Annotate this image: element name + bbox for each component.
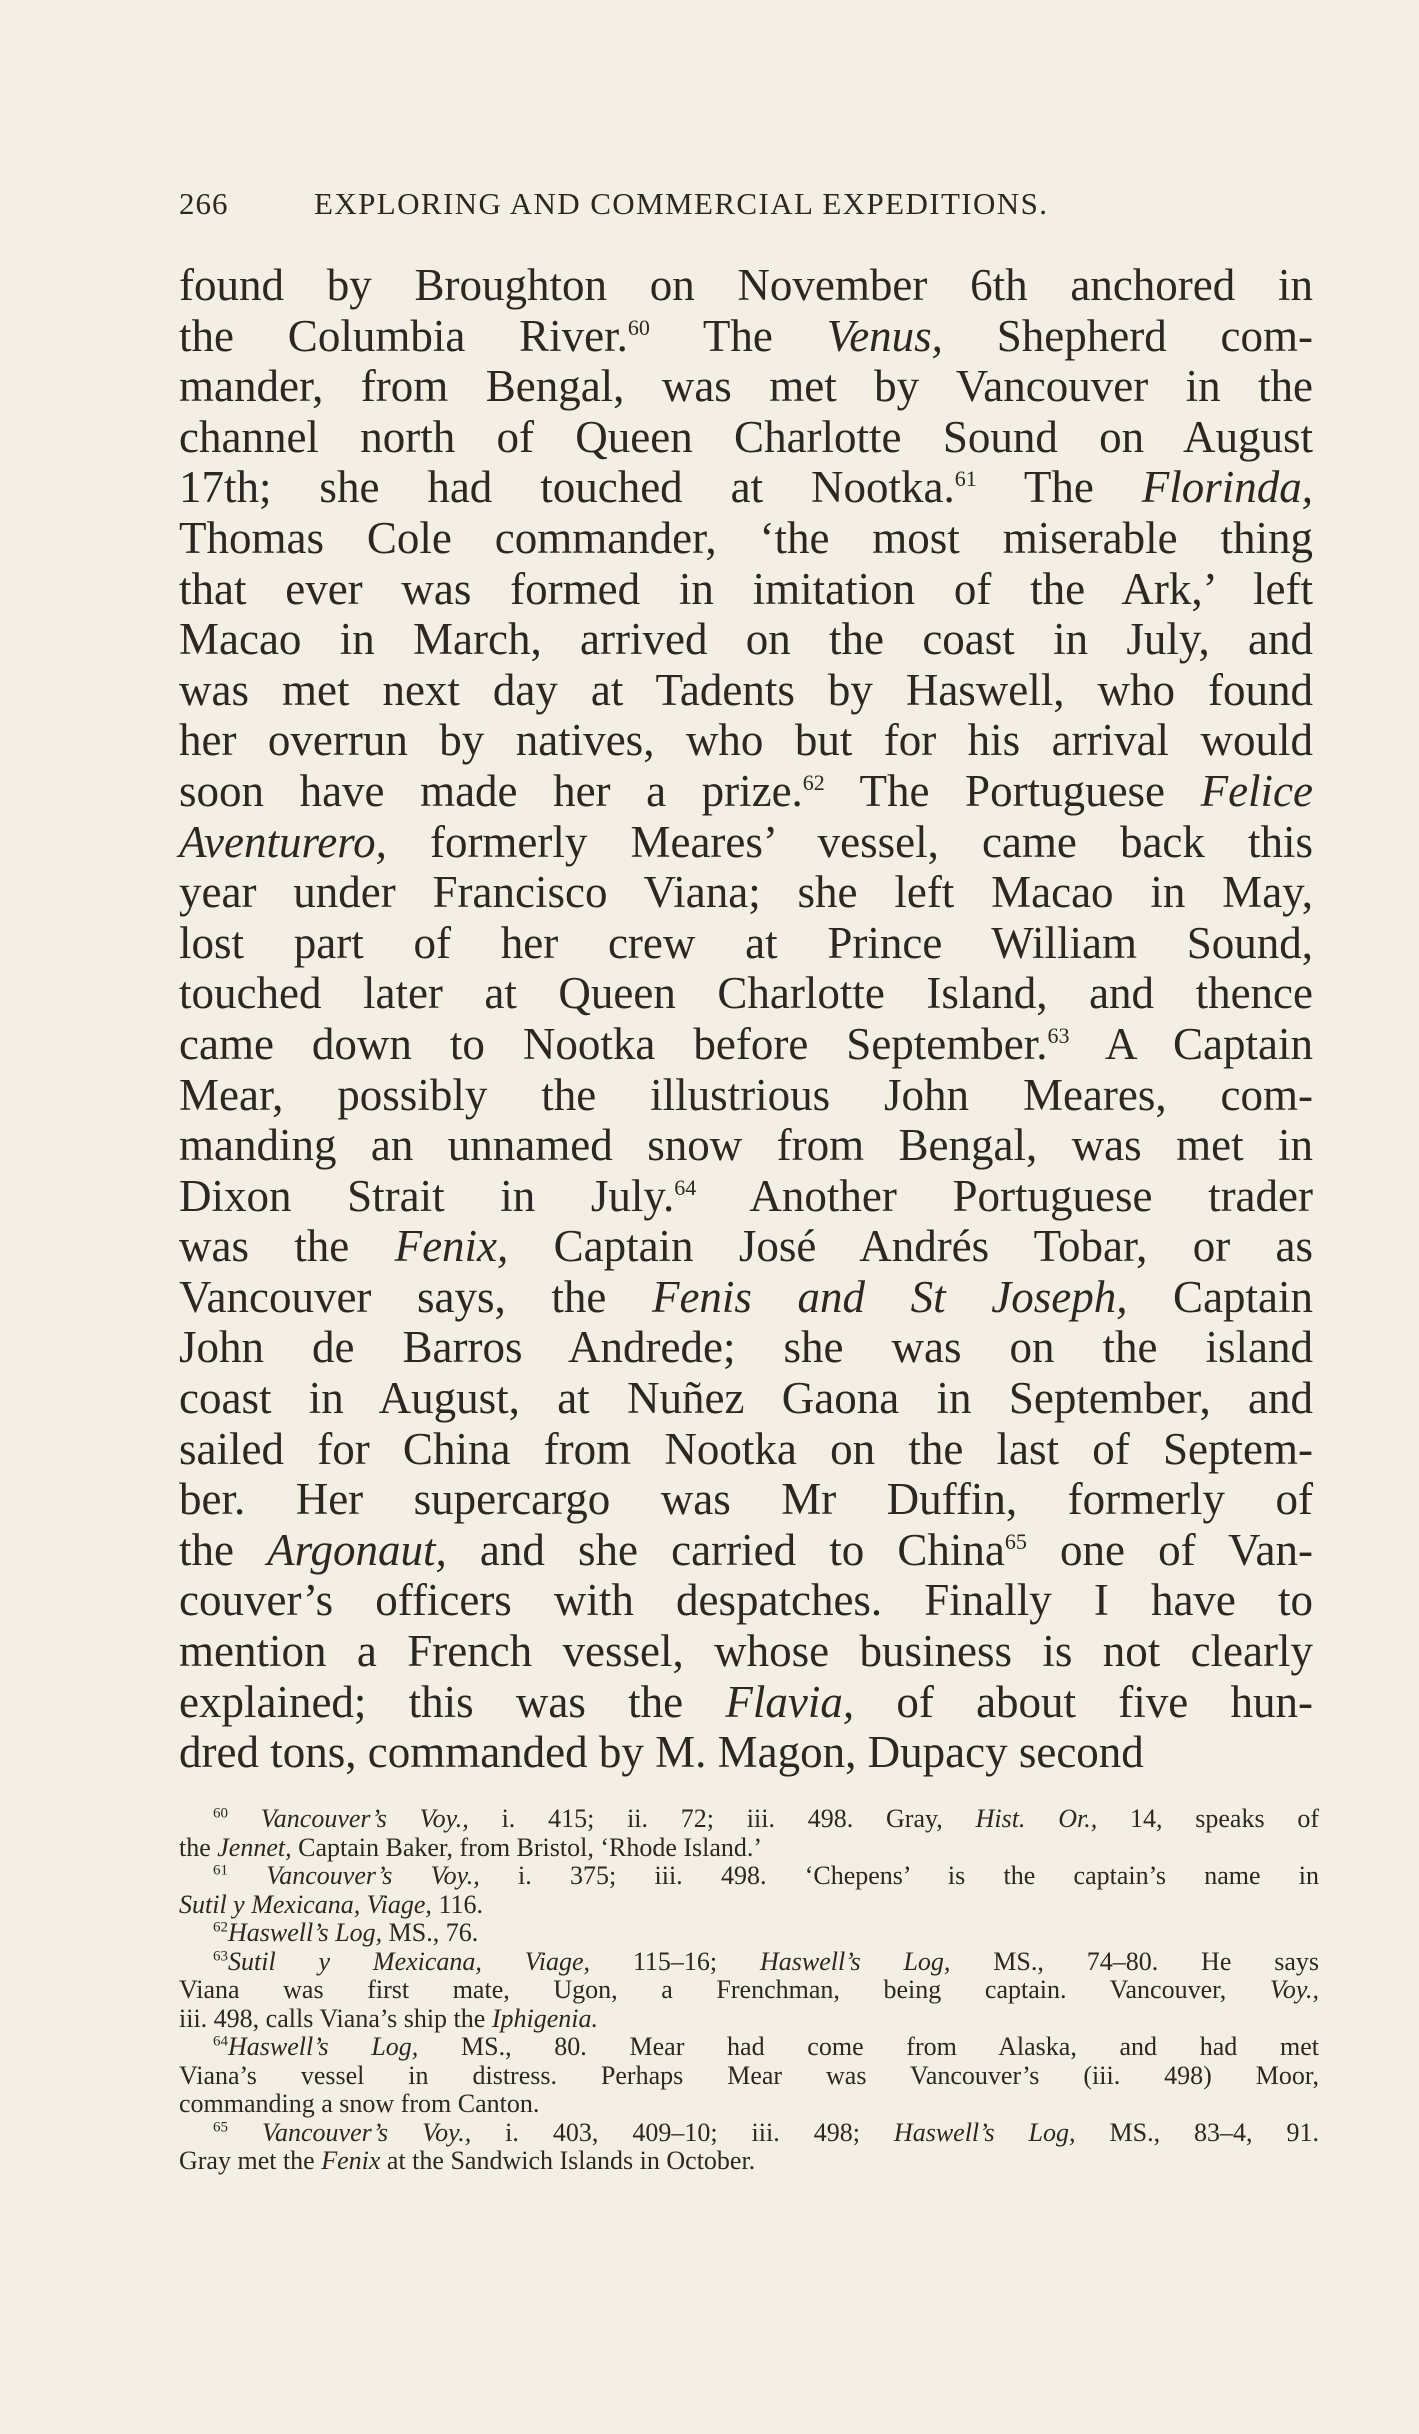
- text-run: touched later at Queen Charlotte Island, and thence: [179, 968, 1313, 1019]
- italic-text: Fenis and St Joseph,: [651, 1271, 1128, 1322]
- text-run: commanding a snow from Canton.: [179, 2089, 540, 2118]
- text-run: i. 415; ii. 72; iii. 498. Gray,: [468, 1804, 976, 1833]
- body-line: [179, 614, 1313, 665]
- text-run: was the: [179, 1221, 395, 1272]
- text-run: and she carried to China: [446, 1524, 1005, 1575]
- text-run: 14, speaks of: [1097, 1804, 1320, 1833]
- text-run: Viana was first mate, Ugon, a Frenchman, being captain. Vancouver,: [179, 1975, 1270, 2004]
- footnote: [179, 2033, 1319, 2119]
- body-line: [179, 918, 1313, 969]
- text-run: MS., 80. Mear had come from Alaska, and had met: [418, 2032, 1319, 2061]
- text-run: of about five hun-: [854, 1676, 1313, 1727]
- footnote-line: [179, 1891, 1319, 1920]
- text-run: the: [179, 1524, 268, 1575]
- text-run: the Columbia River.: [179, 310, 628, 361]
- text-run: the: [179, 1832, 218, 1862]
- body-line: [179, 1575, 1313, 1626]
- body-text: [179, 260, 1313, 1778]
- text-run: Shepherd com-: [942, 310, 1314, 361]
- text-run: Another Portuguese trader: [696, 1170, 1313, 1221]
- body-line: [179, 1120, 1313, 1171]
- footnote-line: [179, 1805, 1319, 1834]
- body-line: [179, 1221, 1313, 1272]
- text-run: mander, from Bengal, was met by Vancouver in the: [179, 361, 1313, 412]
- body-line: [179, 311, 1313, 362]
- body-line: [179, 260, 1313, 311]
- page-number: 266: [179, 186, 229, 221]
- body-line: [179, 1171, 1313, 1222]
- italic-text: Jennet,: [217, 1832, 292, 1862]
- text-run: lost part of her crew at Prince William Sound,: [179, 917, 1313, 968]
- text-run: dred tons, commanded by M. Magon, Dupacy second: [179, 1727, 1144, 1778]
- italic-text: Florinda,: [1141, 462, 1313, 513]
- text-run: Dixon Strait in July.: [179, 1170, 675, 1221]
- italic-text: Vancouver’s Voy.,: [260, 1804, 469, 1833]
- running-head: [179, 186, 1324, 226]
- text-run: iii. 498, calls Viana’s ship the: [179, 2003, 492, 2033]
- footnote: [179, 1862, 1319, 1919]
- text-run: explained; this was the: [179, 1676, 726, 1727]
- body-line: [179, 1727, 1313, 1778]
- body-line: [179, 715, 1313, 766]
- footnote-reference: 65: [1004, 1528, 1027, 1554]
- footnote: [179, 1805, 1319, 1862]
- footnote-reference: 60: [213, 1805, 228, 1822]
- text-run: mention a French vessel, whose business is not clearly: [179, 1626, 1313, 1677]
- body-line: [179, 1474, 1313, 1525]
- italic-text: Argonaut,: [267, 1524, 447, 1575]
- footnote-reference: 63: [1047, 1022, 1070, 1048]
- footnote-line: [179, 2119, 1319, 2148]
- body-line: [179, 361, 1313, 412]
- text-run: Captain Baker, from Bristol, ‘Rhode Island.’: [291, 1832, 763, 1862]
- body-line: [179, 1322, 1313, 1373]
- footnote-reference: 62: [213, 1919, 228, 1936]
- text-run: MS., 76.: [382, 1918, 479, 1947]
- text-run: Gray met the: [179, 2146, 322, 2175]
- body-line: [179, 462, 1313, 513]
- footnote-line: [179, 2147, 1319, 2176]
- footnote-reference: 61: [954, 466, 977, 492]
- body-line: [179, 1272, 1313, 1323]
- text-run: coast in August, at Nuñez Gaona in September, and: [179, 1373, 1313, 1424]
- text-run: Thomas Cole commander, ‘the most miserable thing: [179, 512, 1313, 563]
- footnote-reference: 65: [213, 2118, 228, 2135]
- running-title: EXPLORING AND COMMERCIAL EXPEDITIONS.: [314, 186, 1049, 221]
- text-run: Viana’s vessel in distress. Perhaps Mear was Vancouver’s (iii. 498) Moor,: [179, 2060, 1319, 2090]
- text-run: manding an unnamed snow from Bengal, was met in: [179, 1120, 1313, 1171]
- text-run: one of Van-: [1026, 1524, 1313, 1575]
- text-run: that ever was formed in imitation of the Ark,’ left: [179, 563, 1313, 614]
- footnote-line: [179, 1919, 1319, 1948]
- footnote-line: [179, 1862, 1319, 1891]
- text-run: Macao in March, arrived on the coast in July, and: [179, 614, 1313, 665]
- italic-text: Hist. Or.,: [975, 1804, 1098, 1833]
- body-line: [179, 1626, 1313, 1677]
- body-line: [179, 1373, 1313, 1424]
- footnote: [179, 1948, 1319, 2034]
- italic-text: Haswell’s Log,: [228, 2032, 419, 2061]
- italic-text: Vancouver’s Voy.,: [261, 2117, 472, 2147]
- italic-text: Sutil y Mexicana, Viage,: [228, 1946, 590, 1976]
- text-run: i. 403, 409–10; iii. 498;: [471, 2117, 894, 2147]
- text-run: 17th; she had touched at Nootka.: [179, 462, 955, 513]
- body-line: [179, 817, 1313, 868]
- text-run: MS., 83–4, 91.: [1075, 2117, 1320, 2147]
- text-run: John de Barros Andrede; she was on the island: [179, 1322, 1313, 1373]
- body-line: [179, 513, 1313, 564]
- body-line: [179, 766, 1313, 817]
- footnote-line: [179, 2062, 1319, 2091]
- italic-text: Flavia,: [725, 1676, 855, 1727]
- italic-text: Fenix,: [394, 1221, 509, 1272]
- italic-text: Haswell’s Log,: [759, 1946, 951, 1976]
- text-run: found by Broughton on November 6th anchored in: [179, 260, 1313, 310]
- footnotes: [179, 1805, 1319, 2176]
- body-line: [179, 1424, 1313, 1475]
- body-line: [179, 1070, 1313, 1121]
- text-run: i. 375; iii. 498. ‘Chepens’ is the captain’s name in: [479, 1861, 1319, 1890]
- body-line: [179, 867, 1313, 918]
- italic-text: Felice: [1200, 765, 1313, 816]
- text-run: [228, 2118, 262, 2147]
- footnote-line: [179, 2005, 1319, 2034]
- text-run: Captain José Andrés Tobar, or as: [508, 1221, 1314, 1272]
- footnote-reference: 62: [802, 769, 825, 795]
- footnote-reference: 63: [213, 1947, 228, 1964]
- text-run: MS., 74–80. He says: [950, 1946, 1319, 1976]
- italic-text: Vancouver’s Voy.,: [266, 1861, 480, 1890]
- italic-text: Iphigenia.: [491, 2003, 598, 2033]
- text-run: at the Sandwich Islands in October.: [380, 2146, 756, 2175]
- text-run: [228, 1861, 266, 1890]
- text-run: was met next day at Tadents by Haswell, who found: [179, 664, 1313, 715]
- italic-text: Fenix: [321, 2146, 381, 2175]
- text-run: soon have made her a prize.: [179, 765, 803, 816]
- text-run: A Captain: [1069, 1018, 1314, 1069]
- text-run: ber. Her supercargo was Mr Duffin, formerly of: [179, 1474, 1313, 1525]
- footnote-line: [179, 2090, 1319, 2119]
- italic-text: Haswell’s Log,: [228, 1918, 383, 1947]
- italic-text: Venus,: [826, 310, 943, 361]
- footnote-reference: 64: [213, 2033, 228, 2050]
- italic-text: Aventurero,: [179, 816, 387, 867]
- body-line: [179, 564, 1313, 615]
- text-run: sailed for China from Nootka on the last of Septem-: [179, 1423, 1313, 1474]
- text-run: formerly Meares’ vessel, came back this: [386, 816, 1313, 867]
- italic-text: Haswell’s Log,: [893, 2117, 1076, 2147]
- italic-text: Voy.,: [1269, 1975, 1319, 2004]
- text-run: came down to Nootka before September.: [179, 1018, 1048, 1069]
- footnote-line: [179, 1834, 1319, 1863]
- text-run: 116.: [431, 1889, 483, 1919]
- body-line: [179, 1019, 1313, 1070]
- text-run: year under Francisco Viana; she left Macao in May,: [179, 867, 1313, 918]
- footnote-line: [179, 1976, 1319, 2005]
- text-run: Captain: [1127, 1271, 1314, 1322]
- body-line: [179, 1677, 1313, 1728]
- body-line: [179, 665, 1313, 716]
- footnote-reference: 61: [213, 1862, 228, 1879]
- footnote-line: [179, 1948, 1319, 1977]
- text-run: The: [649, 310, 827, 361]
- text-run: couver’s officers with despatches. Finally I have to: [179, 1575, 1313, 1626]
- text-run: channel north of Queen Charlotte Sound on August: [179, 411, 1313, 462]
- text-run: The: [976, 462, 1142, 513]
- body-line: [179, 412, 1313, 463]
- footnote-reference: 64: [674, 1174, 697, 1200]
- text-run: Mear, possibly the illustrious John Meares, com-: [179, 1069, 1313, 1120]
- text-run: The Portuguese: [824, 765, 1201, 816]
- text-run: 115–16;: [589, 1946, 760, 1976]
- text-run: her overrun by natives, who but for his arrival would: [179, 715, 1313, 766]
- text-run: [228, 1804, 261, 1833]
- body-line: [179, 968, 1313, 1019]
- footnote: [179, 2119, 1319, 2176]
- footnote: [179, 1919, 1319, 1948]
- footnote-line: [179, 2033, 1319, 2062]
- footnote-reference: 60: [627, 314, 650, 340]
- italic-text: Sutil y Mexicana, Viage,: [179, 1889, 432, 1919]
- body-line: [179, 1525, 1313, 1576]
- text-run: Vancouver says, the: [179, 1271, 652, 1322]
